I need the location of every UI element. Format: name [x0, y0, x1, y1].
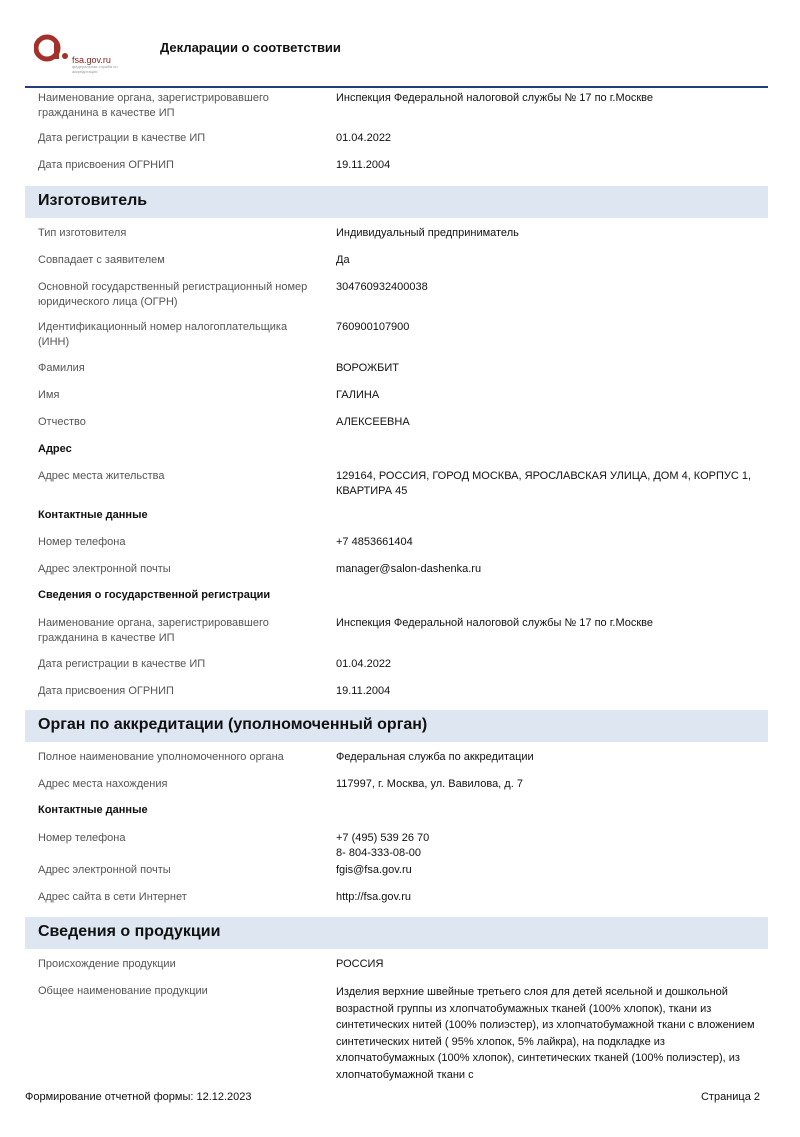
footer-page-number: Страница 2 — [700, 1091, 760, 1103]
field-value: 117997, г. Москва, ул. Вавилова, д. 7 — [336, 778, 523, 790]
field-label: Основной государственный регистрационный номер юридического лица (ОГРН) — [38, 281, 308, 308]
field-value — [336, 831, 766, 861]
field-label: Полное наименование уполномоченного органа — [38, 751, 284, 763]
field-label: Фамилия — [38, 362, 85, 374]
field-value: 01.04.2022 — [336, 658, 392, 670]
field-label: Адрес электронной почты — [38, 864, 171, 876]
section-manufacturer — [25, 186, 768, 218]
field-label: Дата регистрации в качестве ИП — [38, 658, 206, 670]
field-value: 01.04.2022 — [336, 132, 392, 144]
field-value: 129164, РОССИЯ, ГОРОД МОСКВА, ЯРОСЛАВСКАЯ УЛИЦА, ДОМ 4, КОРПУС 1, КВАРТИРА 45 — [336, 470, 752, 497]
field-value: 760900107900 — [336, 321, 410, 333]
field-value: 19.11.2004 — [336, 685, 391, 697]
field-value: 304760932400038 — [336, 281, 428, 293]
state-registration-subheading: Сведения о государственной регистрации — [38, 589, 271, 601]
contacts-subheading: Контактные данные — [38, 509, 148, 521]
field-label: Совпадает с заявителем — [38, 254, 165, 266]
section-product — [25, 917, 768, 949]
field-label: Общее наименование продукции — [38, 985, 208, 997]
field-value: Инспекция Федеральной налоговой службы № 17 по г.Москве — [336, 617, 654, 629]
field-value: Индивидуальный предприниматель — [336, 227, 519, 239]
field-label: Имя — [38, 389, 60, 401]
field-value: +7 4853661404 — [336, 536, 413, 548]
footer-generated: Формирование отчетной формы: 12.12.2023 — [25, 1091, 252, 1103]
phone-value-2: 8- 804-333-08-00 — [336, 847, 422, 859]
field-label: Дата присвоения ОГРНИП — [38, 685, 174, 697]
field-value: ГАЛИНА — [336, 389, 380, 401]
field-label: Происхождение продукции — [38, 958, 176, 970]
logo-subtitle: федеральная служба по аккредитации — [72, 64, 118, 74]
field-value: РОССИЯ — [336, 958, 384, 970]
field-value: http://fsa.gov.ru — [336, 891, 412, 903]
field-value: Изделия верхние швейные третьего слоя для детей ясельной и дошкольной возрастной группы из хлопчатобумажных тканей (100% хлопок), ткани из синтетических нитей (100% полиэстер), из хлопчатобумажной ткани с вложением синтетических нитей ( 95% хлопок, 5% лайкра), на подкладке из хлопчатобумажных (100% хлопок), синтетических тканей (100% полиэстер), из хлопчатобумажной ткани с — [336, 986, 755, 1081]
field-value: АЛЕКСЕЕВНА — [336, 416, 410, 428]
section-title: Сведения о продукции — [38, 923, 221, 940]
address-subheading: Адрес — [38, 443, 72, 455]
field-label: Дата присвоения ОГРНИП — [38, 159, 174, 171]
document-title: Декларации о соответствии — [160, 40, 341, 55]
field-label: Номер телефона — [38, 536, 126, 548]
header-divider — [25, 86, 768, 88]
field-label: Наименование органа, зарегистрировавшего гражданина в качестве ИП — [38, 617, 269, 644]
field-label: Адрес места жительства — [38, 470, 165, 482]
page-header — [0, 0, 800, 92]
field-label: Номер телефона — [38, 832, 126, 844]
logo-text: fsa.gov.ru — [72, 55, 111, 65]
field-label: Наименование органа, зарегистрировавшего гражданина в качестве ИП — [38, 92, 269, 119]
field-value: fgis@fsa.gov.ru — [336, 864, 412, 876]
field-label: Тип изготовителя — [38, 227, 127, 239]
section-title: Изготовитель — [38, 192, 148, 209]
section-title: Орган по аккредитации (уполномоченный орган) — [38, 716, 428, 733]
field-value: Инспекция Федеральной налоговой службы № 17 по г.Москве — [336, 92, 654, 104]
field-value: ВОРОЖБИТ — [336, 362, 399, 374]
field-value: manager@salon-dashenka.ru — [336, 563, 482, 575]
field-label: Идентификационный номер налогоплательщика (ИНН) — [38, 321, 288, 348]
phone-value-1: +7 (495) 539 26 70 — [336, 832, 430, 844]
field-label: Отчество — [38, 416, 86, 428]
field-value: 19.11.2004 — [336, 159, 391, 171]
field-label: Дата регистрации в качестве ИП — [38, 132, 206, 144]
field-label: Адрес места нахождения — [38, 778, 168, 790]
section-accreditation — [25, 710, 768, 742]
contacts-subheading: Контактные данные — [38, 804, 148, 816]
field-value: Да — [336, 254, 350, 266]
field-label: Адрес сайта в сети Интернет — [38, 891, 187, 903]
field-label: Адрес электронной почты — [38, 563, 171, 575]
field-value: Федеральная служба по аккредитации — [336, 751, 534, 763]
